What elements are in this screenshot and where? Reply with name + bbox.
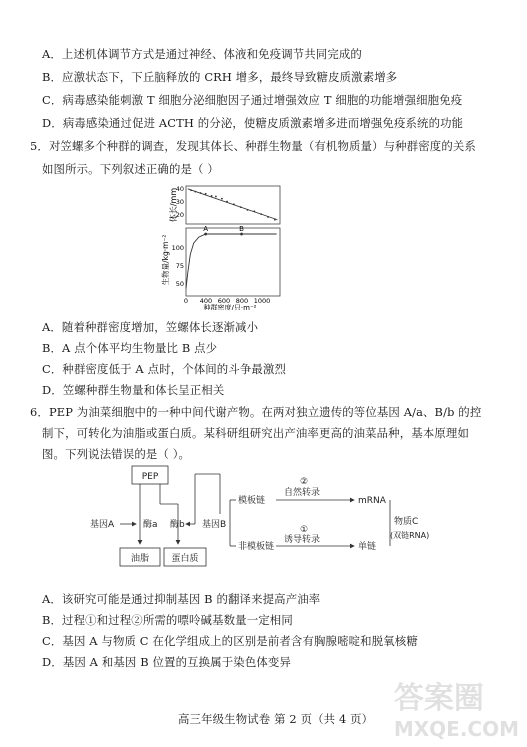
point-A — [204, 233, 207, 236]
page-footer: 高三年级生物试卷 第 2 页（共 4 页） — [178, 712, 374, 726]
top-plot-frame — [186, 186, 280, 224]
q4-option-a: A．上述机体调节方式是通过神经、体液和免疫调节共同完成的 — [42, 47, 362, 61]
natural-transcription-label: 自然转录 — [284, 488, 321, 498]
top-ytick-20: 20 — [175, 211, 184, 219]
q6-stem-line2: 制下，可转化为油脂或蛋白质。某科研组研究出产油率更高的油菜品种，基本原理如 — [42, 426, 470, 440]
xtick-1000: 1000 — [253, 297, 271, 305]
pep-label: PEP — [141, 472, 159, 482]
enzyme-a-label: 酶a — [143, 520, 158, 530]
process-1-number: ① — [300, 525, 309, 535]
bottom-ytick-50: 50 — [175, 280, 184, 288]
q5-stem-line2: 如图所示。下列叙述正确的是（ ） — [42, 162, 219, 176]
enzyme-b-label: 酶b — [170, 520, 185, 530]
gene-a-label: 基因A — [90, 520, 115, 530]
q5-option-d: D．笠螺种群生物量和体长呈正相关 — [42, 383, 225, 397]
q5-figure — [150, 182, 290, 310]
protein-label: 蛋白质 — [171, 554, 199, 564]
watermark — [394, 673, 519, 741]
q4-option-c: C．病毒感染能刺激 T 细胞分泌细胞因子通过增强效应 T 细胞的功能增强细胞免疫 — [42, 93, 463, 107]
oil-label: 油脂 — [130, 554, 150, 564]
watermark-url: MXQE.COM — [393, 717, 519, 741]
q4-option-b: B．应激状态下，下丘脑释放的 CRH 增多，最终导致糖皮质激素增多 — [42, 70, 398, 84]
q4-option-d: D．病毒感染通过促进 ACTH 的分泌，使糖皮质激素增多进而增强免疫系统的功能 — [42, 116, 464, 130]
q6-option-d: D．基因 A 和基因 B 位置的互换属于染色体变异 — [42, 655, 291, 669]
q5-option-a: A．随着种群密度增加，笠螺体长逐渐减小 — [42, 320, 259, 334]
non-template-strand-label: 非模板链 — [238, 542, 275, 552]
q6-option-a: A．该研究可能是通过抑制基因 B 的翻译来提高产油率 — [42, 592, 321, 606]
q6-diagram-svg — [90, 464, 450, 584]
process-2-number: ② — [300, 477, 309, 487]
point-B — [240, 233, 243, 236]
top-ytick-40: 40 — [175, 185, 184, 193]
q6-stem-line1: 6．PEP 为油菜细胞中的一种中间代谢产物。在两对独立遗传的等位基因 A/a、B/b 的控 — [30, 405, 482, 419]
template-strand-label: 模板链 — [238, 496, 266, 506]
point-label-A: A — [203, 225, 209, 234]
scatter-point-6 — [221, 198, 223, 200]
double-rna-label: (双链RNA) — [390, 531, 430, 540]
gene-b-label: 基因B — [202, 520, 227, 530]
xtick-400: 400 — [199, 297, 213, 305]
top-trend-line — [188, 189, 278, 220]
xtick-0: 0 — [183, 297, 189, 305]
bottom-plot-frame — [186, 228, 280, 296]
bottom-xlabel: 种群密度/只·m⁻² — [203, 304, 257, 310]
substance-c-label: 物质C — [394, 517, 419, 527]
watermark-logo: 答案圈 — [393, 681, 484, 716]
point-label-B: B — [239, 225, 244, 234]
q6-option-c: C．基因 A 与物质 C 在化学组成上的区别是前者含有胸腺嘧啶和脱氧核糖 — [42, 634, 418, 648]
bottom-ylabel: 生物量/kg·m⁻² — [161, 234, 170, 286]
xtick-800: 800 — [235, 297, 249, 305]
top-ytick-30: 30 — [175, 198, 184, 206]
top-ylabel: 体长/mm — [169, 187, 178, 223]
bottom-ytick-100: 100 — [171, 244, 184, 252]
q6-option-b: B．过程①和过程②所需的嘌呤碱基数量一定相同 — [42, 613, 293, 627]
scatter-point-5 — [215, 196, 217, 198]
xtick-600: 600 — [217, 297, 231, 305]
q5-stem-line1: 5．对笠螺多个种群的调查，发现其体长、种群生物量（有机物质量）与种群密度的关系 — [30, 139, 476, 153]
q5-option-b: B．A 点个体平均生物量比 B 点少 — [42, 341, 218, 355]
mrna-label: mRNA — [358, 496, 386, 506]
q5-chart-svg — [150, 182, 290, 310]
single-strand-label: 单链 — [358, 542, 377, 552]
q5-option-c: C．种群密度低于 A 点时，个体间的斗争最激烈 — [42, 362, 287, 376]
induced-transcription-label: 诱导转录 — [284, 535, 321, 545]
bottom-ytick-75: 75 — [175, 262, 184, 270]
q6-diagram — [90, 464, 450, 584]
biomass-curve — [186, 234, 277, 288]
q6-stem-line3: 图。下列说法错误的是（ ）。 — [42, 447, 191, 461]
